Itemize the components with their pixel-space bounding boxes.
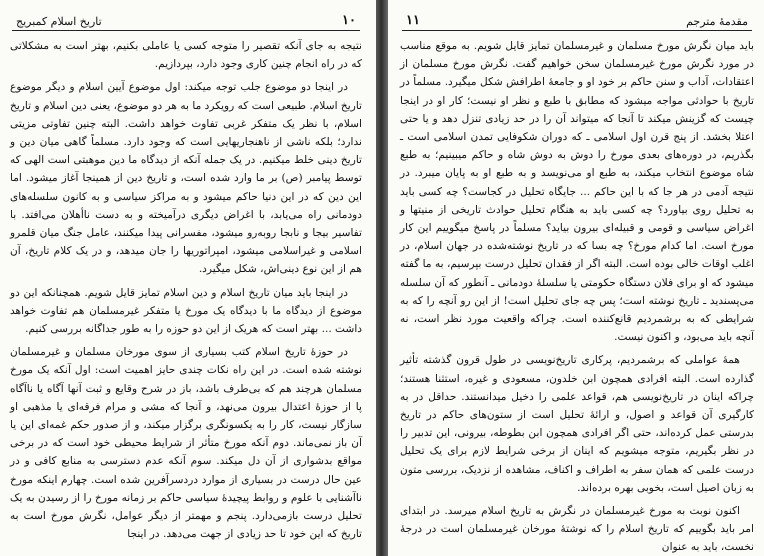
left-page-number: ١٠ (342, 13, 356, 28)
right-running-title: مقدمهٔ مترجم (686, 15, 748, 28)
right-header-rule (402, 30, 752, 31)
right-page-header (400, 0, 754, 30)
book-gutter (376, 0, 388, 556)
right-paragraph-1: باید میان نگرش مورخ مسلمان و غیرمسلمان تمایز قایل شویم. به موقع مناسب در مورد نگرش مورخ غیرمسلمان سخن خواهیم گفت. نگرش مورخ مسلمان از اعتقادات، آداب و سنن حاکم بر خود او و جامعهٔ اطرافش شکل میگیرد. مسلماً در تاریخ با حوادثی مواجه میشود که مطابق با طبع و نظر او نیست؛ کار او در اینجا چیست که گزینش میکند تا آنجا که میتواند آن را در حد زیادی تنزل دهد و یا حتی اعتلا بخشد. از پنج قرن اول اسلامی ـ که دوران شکوفایی تمدن اسلامی است ـ بگذریم، در دوره‌های بعدی مورخ را دوش به دوش شاه و حاکم میبینیم؛ به طبع شاه موضوع انتخاب میکند، به طبع او می‌نویسد و به طبع او به پایان میبرد. در نتیجه آدمی در هر جا که با این حاکم ... جایگاه تحلیل در کجاست؟ چه کسی باید به تحلیل روی بیاورد؟ چه کسی باید به هنگام تحلیل حوادث تاریخی از منیتها و اغراض سیاسی و قومی و قبیله‌ای بیرون بیاید؟ مسلماً در پاسخ میگوییم این کار مورخ است. اما کدام مورخ؟ چه بسا که در تاریخ نوشته‌شده در جهان اسلام، در اغلب اوقات خالی بوده است. البته اگر از فقدان تحلیل درست بپرسیم، به ما گفته میشود که او برای فلان دستگاه حکومتی یا سلسلهٔ دودمانی ـ آنطور که آن سلسله می‌پسندید ـ تاریخ نوشته است؛ پس چه جای تحلیل است! از این رو آنچه را که به شرایطی که به برشمردیم قانع‌کننده است. چراکه واقعیت مورد نظر است، نه آنچه باید می‌بود، و اکنون نیست. (400, 40, 754, 344)
left-page-header (10, 0, 362, 30)
left-running-title: تاریخ اسلام کمبریج (16, 15, 102, 28)
right-page-body (400, 37, 754, 556)
left-paragraph-3: در اینجا باید میان تاریخ اسلام و دین اسلام تمایز قایل شویم. همچنانکه این دو موضوع از دیدگاه ما با دیدگاه یک مورخ یا متفکر غیرمسلمان هم تفاوت خواهد داشت ... بهتر است که هریک از این دو حوزه را به طور جداگانه بررسی کنیم. (10, 286, 362, 336)
left-paragraph-4: در حوزهٔ تاریخ اسلام کتب بسیاری از سوی مورخان مسلمان و غیرمسلمان نوشته شده است. در این راه نکات چندی حایز اهمیت است: اول آنکه یک مورخ مسلمان هرچند هم که بی‌طرف باشد، باز در شرح وقایع و ثبت آنها آگاه یا ناآگاه پا از حوزهٔ اعتدال بیرون می‌نهد، و آنجا که مشی و مرام فرقه‌ای یا مذهبی او سازگار نیست، کار را به یکسونگری برگزار میکند، و از صدور حکم غمه‌ای این یا آن باز نمی‌ماند. دوم آنکه مورخ متأثر از شرایط محیطی خود است که در برخی مواقع بدشواری از آن دل میکند. سوم آنکه عدم دسترسی به منابع کافی و در عین حال درست در بسیاری از موارد دردسرآفرین شده است. چهارم اینکه مورخ ناآشنایی با علوم و روابط پیچیدهٔ سیاسی حاکم بر زمانه مورخ را از رسیدن به یک تحلیل درست بازمی‌دارد. پنجم و مهمتر از دیگر عوامل، نگرش مورخ است به تاریخ که این خود تا حد زیادی از جهت می‌دهد. در اینجا (10, 346, 362, 541)
left-paragraph-2: در اینجا دو موضوع جلب توجه میکند: اول موضوع آیین اسلام و دیگر موضوع تاریخ اسلام. طبیعی است که رویکرد ما به هر دو موضوع، یعنی دین اسلام و تاریخ اسلام، با نظر یک متفکر غربی تفاوت خواهد داشت. البته چنین تفاوتی مزیتی ندارد؛ بلکه ناشی از ناهنجاریهایی است که وجود دارد. مسلماً گاهی میان دین و تاریخ دینی خلط میکنیم. در یک جمله آنکه از دیدگاه ما دین موهبتی است الهی که توسط پیامبر (ص) بر ما وارد شده است، و تاریخ دین از همینجا آغاز میشود. اما این دین که در این دنیا حاکم میشود و به مراکز سیاسی و به کانون سلسله‌های دودمانی راه می‌یابد، با اغراض دیگری درآمیخته و به دست ناأهلان می‌افتد. با تفاسیر بیجا و نابجا روبه‌رو میشود، مفسرانی پیدا میکنند، عامل جنگ میان قلمرو اسلامی و غیراسلامی میشود، امپراتوریها را جان میدهد، و در یک کلام تاریخ، آن هم از این نوع دینی‌اش، شکل میگیرد. (10, 81, 362, 276)
left-page-body (10, 37, 362, 543)
right-page (388, 0, 764, 556)
right-paragraph-2: همهٔ عواملی که برشمردیم، پرکاری تاریخ‌نویسی در طول قرون گذشته تأثیر گذارده است. البته افرادی همچون ابن خلدون، مسعودی و غیره، استثنا هستند؛ چراکه اینان در تاریخ‌نویسی هم، قواعد علمی را دخیل میدانستند. حداقل در به کارگیری آن قواعد و اصول، و ارائهٔ تحلیل است از ستون‌های حاکم در تاریخ بدرستی عمل کرده‌اند، حتی اگر افرادی همچون ابن بطوطه، بیرونی، این تدبیر را در نظر بگیریم، متوجه میشویم که اینان از برخی شرایط لازم برای یک تحلیل درست علمی که همان سفر به اطراف و اکناف، مشاهده از نزدیک، بررسی متون به زبان اصیل است، بخوبی بهره برده‌اند. (400, 354, 754, 494)
left-paragraph-1: نتیجه به جای آنکه تقصیر را متوجه کسی یا عاملی بکنیم، بهتر است به مشکلاتی که در راه انجام چنین کاری وجود دارد، بپردازیم. (10, 40, 362, 71)
left-page (0, 0, 376, 556)
left-header-rule (12, 30, 360, 31)
right-page-number: ١١ (406, 13, 420, 28)
right-paragraph-3: اکنون نوبت به مورخ غیرمسلمان در نگرش به تاریخ اسلام میرسد. در ابتدای امر باید بگوییم که تاریخ اسلام را که نوشتهٔ مورخان غیرمسلمان است در درجهٔ نخست، باید به عنوان (400, 505, 754, 554)
